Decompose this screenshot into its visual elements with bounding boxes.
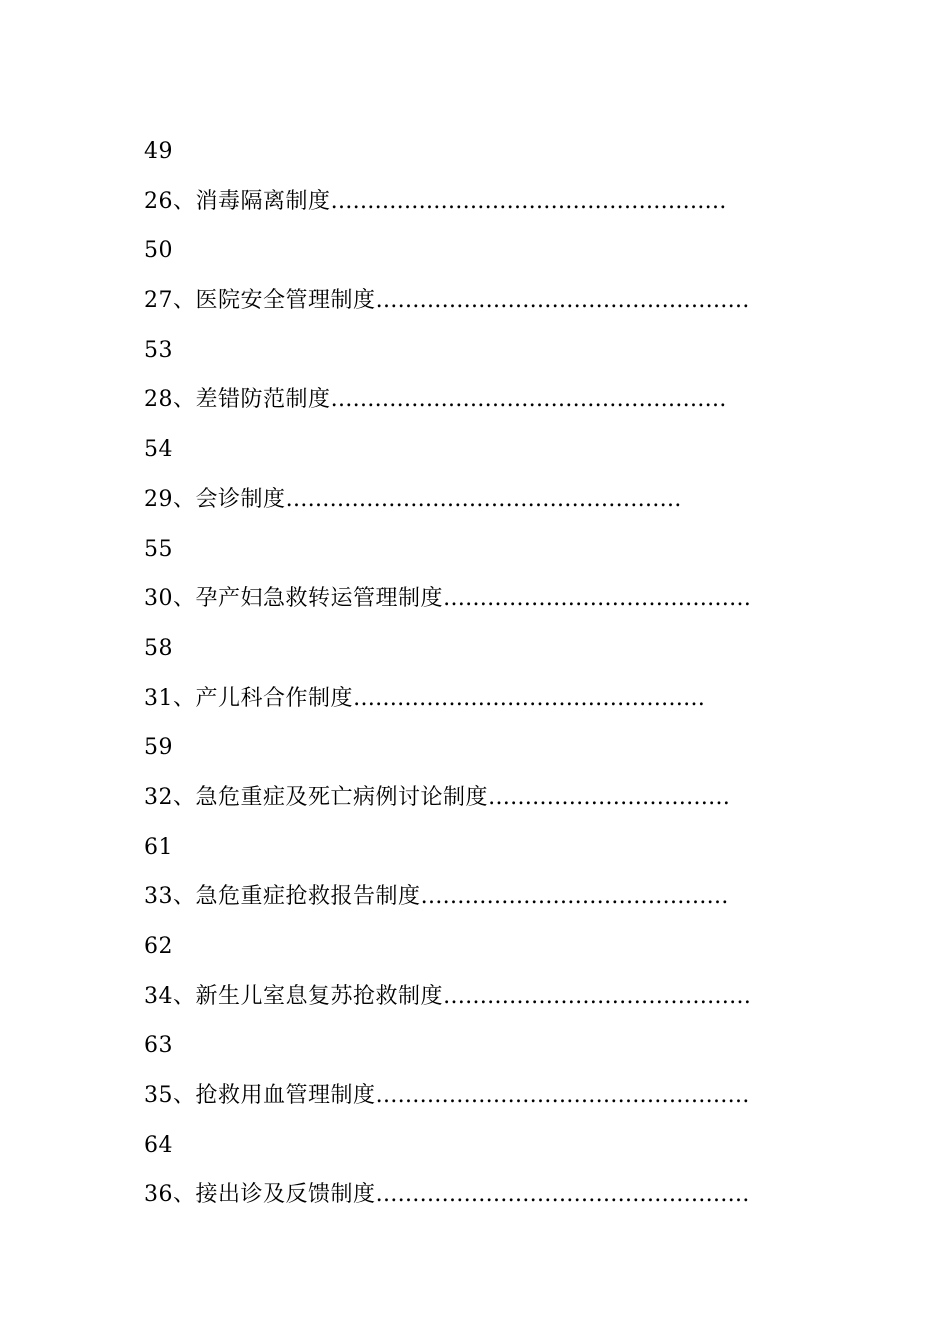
toc-leader-dots: …………………………………………… xyxy=(375,1182,750,1208)
toc-leader-dots: ………………………………………… xyxy=(353,685,705,711)
toc-page-number: 63 xyxy=(144,1033,173,1059)
toc-entry-title: 34、新生儿室息复苏抢救制度 xyxy=(144,983,443,1009)
toc-entry-title: 35、抢救用血管理制度 xyxy=(144,1083,376,1109)
toc-entry xyxy=(144,674,824,724)
toc-leader-dots: …………………………………………… xyxy=(375,288,750,314)
toc-page-number: 59 xyxy=(144,735,173,761)
toc-leader-dots: …………………………………………… xyxy=(375,1083,750,1109)
toc-entry-title: 33、急危重症抢救报告制度 xyxy=(144,884,421,910)
toc-entry xyxy=(144,177,824,227)
toc-leader-dots: ……………………………………………… xyxy=(285,486,682,512)
toc-page-number: 62 xyxy=(144,934,173,959)
toc-page-number: 54 xyxy=(144,437,173,463)
toc-page-number: 55 xyxy=(144,536,173,562)
toc-leader-dots: …………………………………… xyxy=(443,586,751,612)
toc-entry xyxy=(144,1071,824,1121)
toc-entry xyxy=(144,475,824,525)
toc-entry-title: 28、差错防范制度 xyxy=(144,387,331,413)
toc-entry xyxy=(144,872,824,922)
toc-entry-title: 29、会诊制度 xyxy=(144,486,286,512)
toc-leader-dots: …………………………… xyxy=(488,784,730,810)
toc-leader-dots: …………………………………… xyxy=(420,884,729,910)
toc-entry xyxy=(144,574,824,624)
toc-entry-title: 27、医院安全管理制度 xyxy=(144,288,376,314)
toc-entry xyxy=(144,375,824,425)
toc-entry xyxy=(144,276,824,326)
toc-entry-title: 31、产儿科合作制度 xyxy=(144,685,353,711)
toc-entry xyxy=(144,1170,824,1220)
toc-entry-title: 26、消毒隔离制度 xyxy=(144,188,331,214)
table-of-contents xyxy=(144,127,824,1220)
toc-entry-title: 32、急危重症及死亡病例讨论制度 xyxy=(144,784,488,810)
toc-entry-title: 30、孕产妇急救转运管理制度 xyxy=(144,586,443,612)
toc-entry xyxy=(144,972,824,1022)
toc-page-number: 64 xyxy=(144,1132,173,1158)
toc-entry-title: 36、接出诊及反馈制度 xyxy=(144,1182,376,1208)
toc-page-number: 49 xyxy=(144,139,173,164)
toc-page-number: 53 xyxy=(144,337,173,363)
toc-leader-dots: ……………………………………………… xyxy=(330,188,727,214)
toc-page-number: 61 xyxy=(144,834,173,860)
toc-entry xyxy=(144,773,824,823)
toc-page-number: 50 xyxy=(144,238,173,264)
toc-leader-dots: …………………………………… xyxy=(443,983,751,1009)
toc-page-number: 58 xyxy=(144,635,173,661)
toc-leader-dots: ……………………………………………… xyxy=(330,387,727,413)
